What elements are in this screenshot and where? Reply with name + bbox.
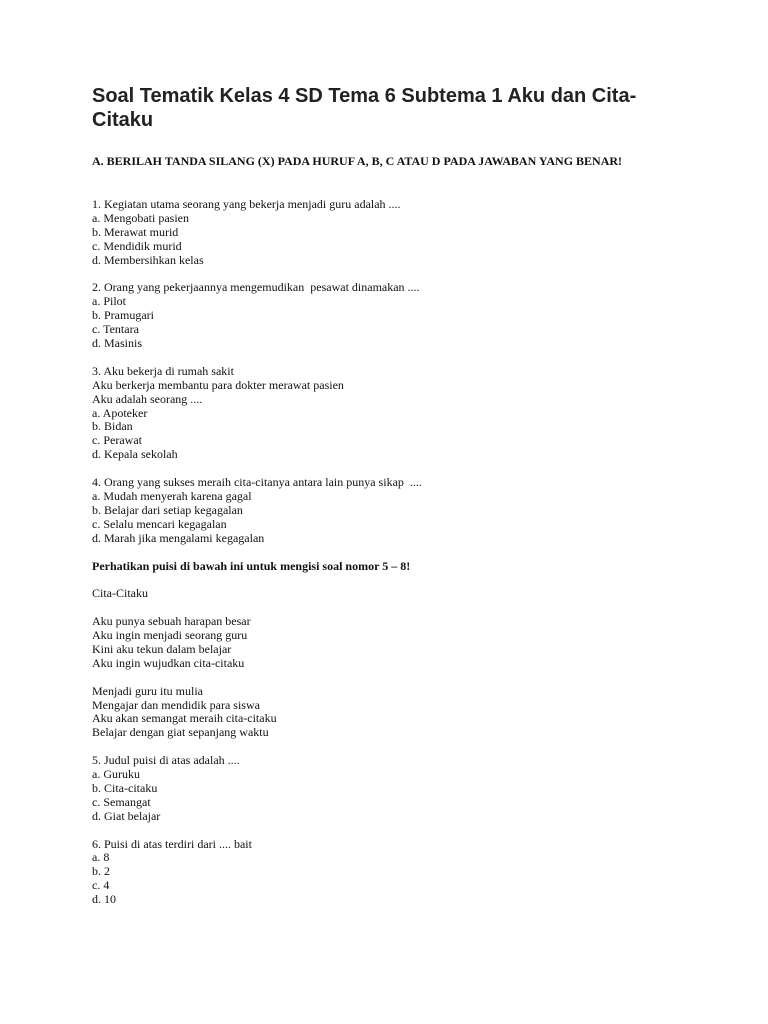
answer-option: d. Kepala sekolah <box>92 447 178 462</box>
answer-option: b. 2 <box>92 864 110 879</box>
page-title: Soal Tematik Kelas 4 SD Tema 6 Subtema 1 Aku dan Cita-Citaku <box>92 85 637 131</box>
answer-option: c. Mendidik murid <box>92 238 182 253</box>
poem-line: Belajar dengan giat sepanjang waktu <box>92 725 269 740</box>
answer-option: a. 8 <box>92 850 110 865</box>
question-4 <box>92 476 652 546</box>
answer-option: d. Membersihkan kelas <box>92 252 204 267</box>
answer-option: b. Belajar dari setiap kegagalan <box>92 502 243 517</box>
poem-line: Menjadi guru itu mulia <box>92 683 203 698</box>
document-body <box>92 198 652 921</box>
answer-option: d. Masinis <box>92 336 143 351</box>
answer-option: b. Pramugari <box>92 308 154 323</box>
poem-line: Kini aku tekun dalam belajar <box>92 641 232 656</box>
poem-line: Aku akan semangat meraih cita-citaku <box>92 711 277 726</box>
answer-option: d. Giat belajar <box>92 808 161 823</box>
answer-option: b. Cita-citaku <box>92 780 158 795</box>
question-stem: Aku berkerja membantu para dokter merawat pasien <box>92 377 344 392</box>
answer-option: a. Pilot <box>92 294 127 309</box>
answer-option: a. Guruku <box>92 767 140 782</box>
question-stem: 2. Orang yang pekerjaannya mengemudikan pesawat dinamakan .... <box>92 280 420 295</box>
answer-option: d. 10 <box>92 892 116 907</box>
section-instruction: A. BERILAH TANDA SILANG (X) PADA HURUF A, B, C ATAU D PADA JAWABAN YANG BENAR! <box>92 154 623 168</box>
answer-option: a. Mengobati pasien <box>92 210 189 225</box>
answer-option: b. Bidan <box>92 419 133 434</box>
poem-line: Aku ingin wujudkan cita-citaku <box>92 655 245 670</box>
question-stem: 5. Judul puisi di atas adalah .... <box>92 753 240 768</box>
answer-option: b. Merawat murid <box>92 224 179 239</box>
answer-option: c. 4 <box>92 878 110 893</box>
question-stem: 1. Kegiatan utama seorang yang bekerja menjadi guru adalah .... <box>92 197 401 211</box>
answer-option: a. Apoteker <box>92 405 148 420</box>
poem-line: Aku ingin menjadi seorang guru <box>92 628 248 642</box>
answer-option: c. Semangat <box>92 794 151 809</box>
question-3 <box>92 365 652 462</box>
answer-option: c. Perawat <box>92 433 142 448</box>
question-1 <box>92 198 652 268</box>
question-stem: 6. Puisi di atas terdiri dari .... bait <box>92 836 252 851</box>
answer-option: c. Selalu mencari kegagalan <box>92 516 227 531</box>
question-6 <box>92 838 652 908</box>
question-stem: 3. Aku bekerja di rumah sakit <box>92 363 234 378</box>
poem-line: Mengajar dan mendidik para siswa <box>92 697 260 712</box>
poem-line: Aku punya sebuah harapan besar <box>92 614 251 629</box>
poem-instruction: Perhatikan puisi di bawah ini untuk mengisi soal nomor 5 – 8! <box>92 558 411 573</box>
poem-title: Cita-Citaku <box>92 586 148 601</box>
poem-stanza-2 <box>92 685 652 741</box>
poem-stanza-1 <box>92 615 652 671</box>
question-5 <box>92 754 652 824</box>
answer-option: d. Marah jika mengalami kegagalan <box>92 530 265 545</box>
answer-option: c. Tentara <box>92 322 139 337</box>
question-stem: Aku adalah seorang .... <box>92 391 203 406</box>
answer-option: a. Mudah menyerah karena gagal <box>92 488 252 503</box>
question-stem: 4. Orang yang sukses meraih cita-citanya antara lain punya sikap .... <box>92 475 422 490</box>
question-2 <box>92 281 652 351</box>
